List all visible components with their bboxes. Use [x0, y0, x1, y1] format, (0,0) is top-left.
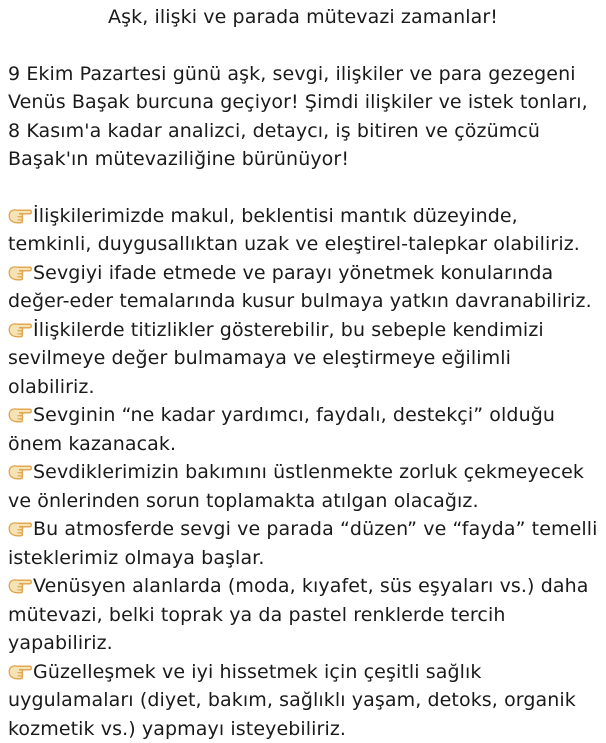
pointing-right-icon-shape — [8, 461, 32, 480]
list-item — [8, 401, 598, 458]
list-item — [8, 572, 598, 658]
pointing-right-icon-shape — [8, 319, 32, 338]
pointing-right-icon-shape — [8, 205, 32, 224]
list-item — [8, 259, 598, 316]
pointing-right-icon — [8, 319, 32, 338]
list-item — [8, 515, 598, 572]
pointing-right-icon-shape — [8, 518, 32, 537]
pointing-right-icon — [8, 575, 32, 594]
pointing-right-icon — [8, 262, 32, 281]
list-item — [8, 202, 598, 259]
list-item — [8, 458, 598, 515]
pointing-right-icon-shape — [8, 661, 32, 680]
list-item — [8, 658, 598, 743]
bullet-list — [8, 202, 598, 743]
list-item-text: Güzelleşmek ve iyi hissetmek için çeşitli sağlık uygulamaları (diyet, bakım, sağlıklı yaşam, detoks, organik kozmetik vs.) yapmayı isteyebiliriz. — [8, 661, 576, 740]
pointing-right-icon — [8, 461, 32, 480]
list-item-text: Venüsyen alanlarda (moda, kıyafet, süs eşyaları vs.) daha mütevazi, belki toprak ya da pastel renklerde tercih yapabiliriz. — [8, 575, 589, 654]
page-title: Aşk, ilişki ve parada mütevazi zamanlar! — [8, 0, 598, 32]
list-item — [8, 316, 598, 402]
pointing-right-icon-shape — [8, 575, 32, 594]
pointing-right-icon-shape — [8, 262, 32, 281]
list-item-text: İlişkilerimizde makul, beklentisi mantık düzeyinde, temkinli, duygusallıktan uzak ve eleştirel-talepkar olabiliriz. — [8, 205, 580, 256]
pointing-right-icon — [8, 205, 32, 224]
list-item-text: Bu atmosferde sevgi ve parada “düzen” ve “fayda” temelli isteklerimiz olmaya başlar. — [8, 518, 598, 569]
list-item-text: Sevdiklerimizin bakımını üstlenmekte zorluk çekmeyecek ve önlerinden sorun toplamakta atılgan olacağız. — [8, 461, 584, 512]
pointing-right-icon — [8, 661, 32, 680]
pointing-right-icon — [8, 404, 32, 423]
list-item-text: Sevgiyi ifade etmede ve parayı yönetmek konularında değer-eder temalarında kusur bulmaya yatkın davranabiliriz. — [8, 262, 592, 313]
pointing-right-icon — [8, 518, 32, 537]
pointing-right-icon-shape — [8, 404, 32, 423]
list-item-text: İlişkilerde titizlikler gösterebilir, bu sebeple kendimizi sevilmeye değer bulmamaya ve eleştirmeye eğilimli olabiliriz. — [8, 319, 544, 398]
list-item-text: Sevginin “ne kadar yardımcı, faydalı, destekçi” olduğu önem kazanacak. — [8, 404, 555, 455]
intro-paragraph: 9 Ekim Pazartesi günü aşk, sevgi, ilişkiler ve para gezegeni Venüs Başak burcuna geçiyor! Şimdi ilişkiler ve istek tonları, 8 Kasım'a kadar analizci, detaycı, iş bitiren ve çözümcü Başak'ın mütevaziliğine bürünüyor! — [8, 60, 598, 174]
